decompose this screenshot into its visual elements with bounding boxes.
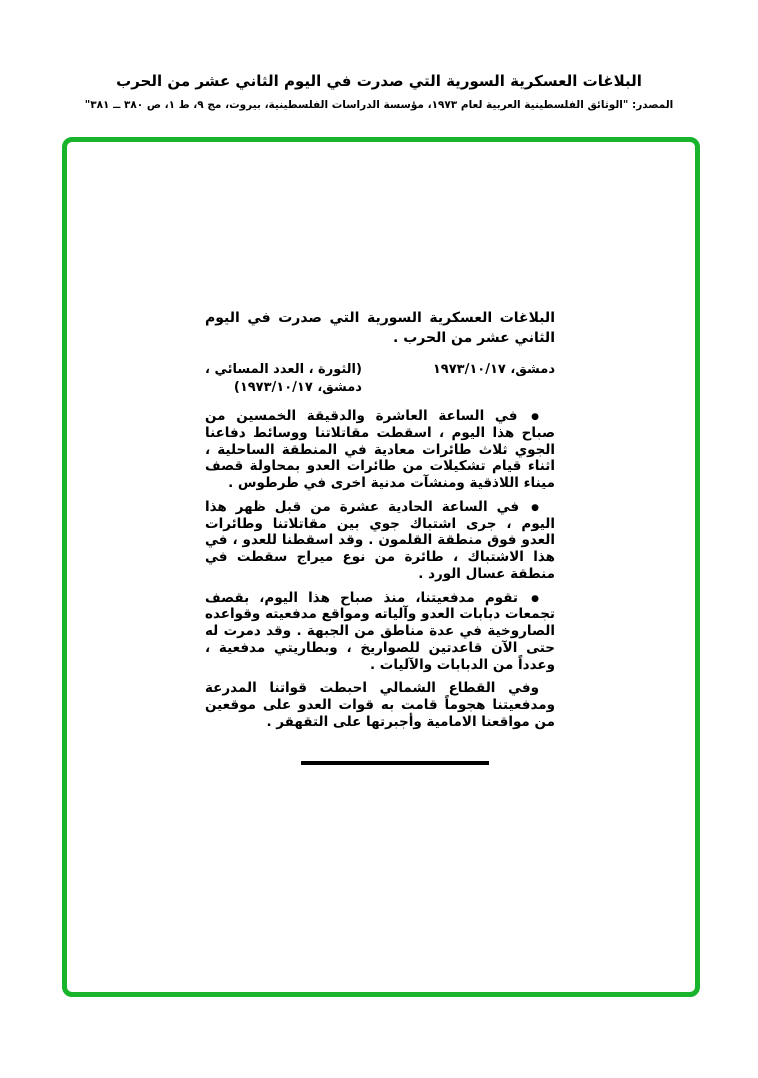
page-header	[0, 72, 758, 111]
communique-paragraph-2	[205, 499, 555, 583]
communique-paragraph-1	[205, 408, 555, 492]
divider-rule	[301, 761, 489, 765]
bullet-icon: ●	[531, 593, 539, 604]
page-title: البلاغات العسكرية السورية التي صدرت في اليوم الثاني عشر من الحرب	[116, 72, 642, 90]
source-reference-line-1: (الثورة ، العدد المسائي ،	[205, 361, 362, 377]
bullet-icon: ●	[531, 412, 539, 423]
communique-title: البلاغات العسكرية السورية التي صدرت في اليوم الثاني عشر من الحرب .	[205, 310, 555, 347]
communique-paragraph-3	[205, 590, 555, 674]
communique-paragraph-1-text: في الساعة العاشرة والدقيقة الخمسين من صباح هذا اليوم ، اسقطت مقاتلاتنا ووسائط دفاعنا الجوي ثلاث طائرات معادية في المنطقة الساحلية ، اثناء قيام تشكيلات من طائرات العدو بمحاولة قصف ميناء اللاذقية ومنشآت مدنية اخرى في طرطوس .	[205, 408, 555, 492]
place-date: دمشق، ١٩٧٣/١٠/١٧	[432, 361, 555, 377]
source-reference-line-2: دمشق، ١٩٧٣/١٠/١٧)	[233, 380, 362, 396]
dateline-row	[205, 361, 555, 399]
source-citation: المصدر: "الوثائق الفلسطينية العربية لعام ١٩٧٣، مؤسسة الدراسات الفلسطينية، بيروت، مج ٩، ط ١، ص ٣٨٠ ــ ٣٨١"	[84, 99, 674, 111]
communique-paragraph-3-text: تقوم مدفعيتنا، منذ صباح هذا اليوم، بقصف تجمعات دبابات العدو وآلياته ومواقع مدفعيته وقواعده الصاروخية في عدة مناطق من الجبهة . وقد دمرت له حتى الآن قاعدتين للصواريخ ، وبطاريتي مدفعية ، وعدداً من الدبابات والآليات .	[205, 589, 555, 673]
scanned-document	[205, 308, 555, 765]
bullet-icon: ●	[531, 502, 539, 513]
document-frame	[62, 137, 700, 997]
closing-paragraph: وفي القطاع الشمالي احبطت قواتنا المدرعة ومدفعيتنا هجوماً قامت به قوات العدو على موقعين من مواقعنا الامامية وأجبرتها على التقهقر .	[205, 680, 555, 730]
source-reference	[205, 361, 362, 399]
communique-paragraph-2-text: في الساعة الحادية عشرة من قبل ظهر هذا اليوم ، جرى اشتباك جوي بين مقاتلاتنا وطائرات العدو فوق منطقة القلمون . وقد اسقطنا للعدو ، في هذا الاشتباك ، طائرة من نوع ميراج سقطت في منطقة عسال الورد .	[205, 498, 555, 582]
